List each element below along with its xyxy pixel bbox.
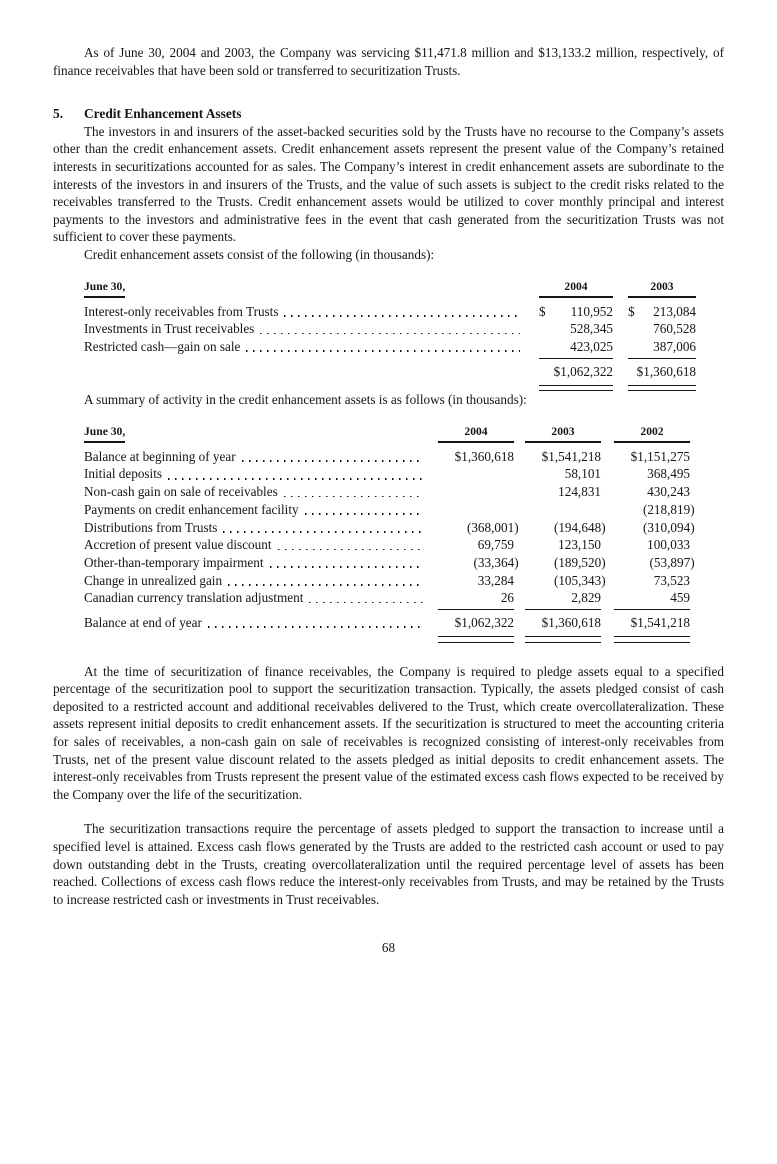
row-label: Non-cash gain on sale of receivables (84, 484, 278, 500)
total-amount-cell: $1,360,618 (636, 363, 696, 379)
table2-intro: A summary of activity in the credit enhancement assets is as follows (in thousands): (84, 392, 527, 408)
amount-cell: 368,495 (647, 466, 690, 482)
row-label: Canadian currency translation adjustment (84, 590, 304, 606)
row-label: Restricted cash—gain on sale (84, 338, 241, 354)
amount-cell: 58,101 (564, 466, 601, 482)
amount-cell: (218,819) (642, 501, 695, 517)
amount-cell: (105,343) (553, 572, 606, 588)
row-label: Interest-only receivables from Trusts (84, 303, 279, 319)
table-header-row (84, 277, 696, 298)
column-header-june30: June 30, (84, 280, 125, 298)
row-label: Accretion of present value discount (84, 537, 272, 553)
dot-leader (272, 536, 428, 554)
column-header-2003: 2003 (628, 280, 696, 298)
total-amount-cell: $1,062,322 (553, 363, 613, 379)
amount-cell: (53,897) (649, 554, 695, 570)
amount-cell: 528,345 (570, 321, 613, 337)
row-label: Change in unrealized gain (84, 572, 223, 588)
dot-leader (303, 589, 427, 607)
table-row (84, 448, 690, 466)
amount-cell: (368,001) (466, 519, 519, 535)
amount-cell: 26 (500, 590, 514, 606)
section-heading (53, 105, 724, 123)
column-header-2004: 2004 (438, 425, 514, 443)
amount-cell: 760,528 (653, 321, 696, 337)
table-row (84, 338, 696, 356)
table1-intro: Credit enhancement assets consist of the following (in thousands): (84, 246, 435, 262)
dot-leader (240, 338, 524, 356)
double-rule (84, 382, 696, 392)
paragraph-pledge: At the time of securitization of finance receivables, the Company is required to pledge assets equal to a specified percentage of the securitization pool to support the securitization transaction. Typically, the assets pledged consist of cash deposited to a restricted account and additional receivables delivered to the Trust, which create overcollateralization. These assets represent initial deposits to credit enhancement assets. If the securitization is structured to meet the accounting criteria for sales of receivables, a non-cash gain on sale of receivables is recognized consisting of interest-only receivables from Trusts, net of the present value discount related to the assets pledged as initial deposits to credit enhancement assets. The interest-only receivables from Trusts represent the present value of the estimated excess cash flows expected to be received by the Company over the life of the securitization. (53, 663, 724, 802)
amount-cell: 123,150 (558, 537, 601, 553)
total-amount-cell: $1,541,218 (630, 614, 690, 630)
column-header-2004: 2004 (539, 280, 613, 298)
amount-cell: $ 110,952 (539, 303, 613, 319)
amount-cell: 2,829 (571, 590, 601, 606)
credit-enhancement-activity-table (84, 422, 695, 643)
table-row (84, 554, 695, 572)
double-rule (84, 633, 690, 643)
table-row (84, 589, 690, 607)
column-header-june30: June 30, (84, 425, 125, 443)
total-amount-cell: $1,360,618 (541, 614, 601, 630)
amount-cell: (194,648) (553, 519, 606, 535)
amount-cell: (310,094) (642, 519, 695, 535)
dot-leader (278, 303, 524, 321)
total-row (84, 363, 696, 382)
table-row (84, 465, 690, 483)
amount-cell: 423,025 (570, 338, 613, 354)
dot-leader (222, 572, 427, 590)
dot-leader (162, 465, 427, 483)
single-rule (84, 356, 696, 359)
dot-leader (202, 614, 427, 632)
dot-leader (278, 483, 427, 501)
section-title: Credit Enhancement Assets (84, 106, 242, 122)
row-label: Initial deposits (84, 466, 163, 482)
amount-cell: 459 (670, 590, 690, 606)
paragraph-transactions: The securitization transactions require the percentage of assets pledged to support the transaction to increase until a specified level is attained. Excess cash flows generated by the Trusts are added to the restricted cash account or used to pay down outstanding debt in the Trusts, creating overcollateralization until the required percentage level of assets has been reached. Collections of excess cash flows reduce the interest-only receivables from Trusts, and may be retained by the Trusts to increase restricted cash or investments in Trust receivables. (53, 821, 724, 907)
table-row (84, 536, 690, 554)
paragraph-servicing: As of June 30, 2004 and 2003, the Company was servicing $11,471.8 million and $13,133.2 million, respectively, of finance receivables that have been sold or transferred to securitization Trusts. (53, 45, 724, 78)
row-label: Other-than-temporary impairment (84, 554, 264, 570)
total-amount-cell: $1,062,322 (454, 614, 514, 630)
row-label: Balance at beginning of year (84, 448, 236, 464)
amount-cell: $1,541,218 (541, 448, 601, 464)
table-header-row (84, 422, 690, 443)
table-row (84, 303, 696, 321)
page-number: 68 (381, 940, 396, 956)
table-row (84, 519, 695, 537)
table-row (84, 483, 690, 501)
amount-cell: $1,151,275 (630, 448, 690, 464)
amount-cell: (33,364) (473, 554, 519, 570)
column-header-2002: 2002 (614, 425, 690, 443)
single-rule (84, 607, 690, 610)
amount-cell: $ 213,084 (628, 303, 696, 319)
credit-enhancement-assets-table (84, 277, 696, 392)
table-row (84, 501, 695, 519)
dot-leader (299, 501, 427, 519)
amount-cell: 33,284 (477, 572, 514, 588)
row-label: Investments in Trust receivables (84, 321, 255, 337)
amount-cell: 430,243 (647, 484, 690, 500)
total-row (84, 614, 690, 633)
amount-cell: 124,831 (558, 484, 601, 500)
amount-cell: 73,523 (653, 572, 690, 588)
amount-cell: (189,520) (553, 554, 606, 570)
table-row (84, 320, 696, 338)
amount-cell: 69,759 (477, 537, 514, 553)
table-row (84, 572, 690, 590)
column-header-2003: 2003 (525, 425, 601, 443)
row-label: Distributions from Trusts (84, 519, 218, 535)
amount-cell: 100,033 (647, 537, 690, 553)
dot-leader (236, 448, 427, 466)
row-label: Payments on credit enhancement facility (84, 501, 299, 517)
row-label: Balance at end of year (84, 614, 202, 630)
paragraph-investors: The investors in and insurers of the asset-backed securities sold by the Trusts have no recourse to the Company’s assets other than the credit enhancement assets. Credit enhancement assets represent the present value of the Company’s retained interests in securitizations accounted for as sales. The Company’s interest in credit enhancement assets are subordinate to the interests of the investors in and insurers of the Trusts, and the value of such assets is subject to the credit risks related to the receivables transferred to the Trusts. Credit enhancement assets would be utilized to cover monthly principal and interest payments to the investors and administrative fees in the event that cash generated from the securitization Trusts was not sufficient to cover these payments. (53, 123, 724, 245)
amount-cell: 387,006 (653, 338, 696, 354)
section-number: 5. (53, 106, 64, 122)
amount-cell: $1,360,618 (454, 448, 514, 464)
dot-leader (254, 320, 524, 338)
dot-leader (217, 519, 427, 537)
dot-leader (264, 554, 427, 572)
